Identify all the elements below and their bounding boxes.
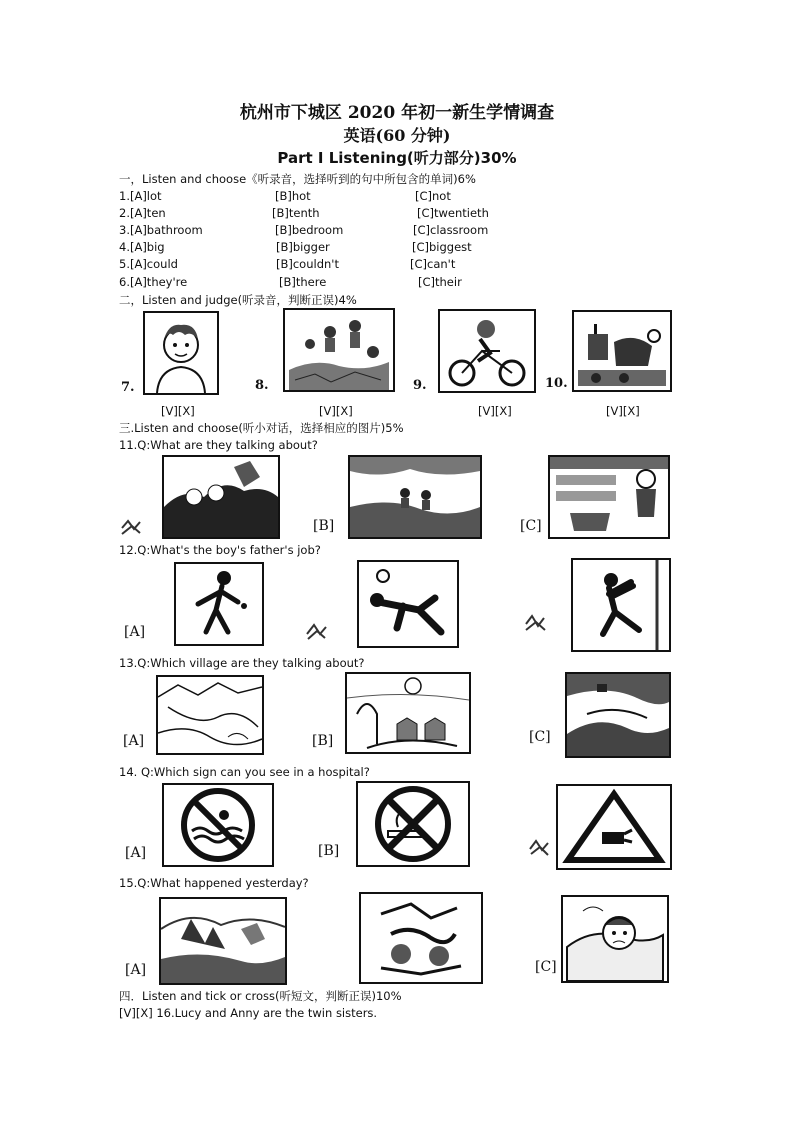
q15-option-a-picture — [159, 897, 287, 985]
q15-question: 15.Q:What happened yesterday? — [119, 876, 309, 890]
q8-mark: [V][X] — [319, 404, 353, 418]
q7-boy-picture — [143, 311, 219, 395]
q11-option-b-picture — [348, 455, 482, 539]
q13-option-c-picture — [565, 672, 671, 758]
q8-number: 8. — [255, 378, 269, 393]
q14-question: 14. Q:Which sign can you see in a hospital? — [119, 765, 370, 779]
q5-option-b: [B]couldn't — [276, 257, 339, 271]
q11-option-b-label: [B] — [313, 518, 335, 534]
q11-option-a-picture — [162, 455, 280, 539]
q3-option-b: [B]bedroom — [275, 223, 344, 237]
q12-c-label-smudge — [524, 614, 546, 632]
q14-option-a-label: [A] — [125, 845, 147, 861]
q14-no-swimming-sign — [162, 783, 274, 867]
q3-option-c: [C]classroom — [413, 223, 489, 237]
q2-option-b: [B]tenth — [272, 206, 320, 220]
q12-option-b-picture — [357, 560, 459, 648]
q4-option-b: [B]bigger — [276, 240, 330, 254]
q14-warning-sign — [556, 784, 672, 870]
q13-option-a-label: [A] — [123, 733, 145, 749]
q14-c-label-smudge — [528, 838, 550, 856]
part-heading: Part I Listening(听力部分)30% — [277, 149, 517, 167]
q6-option-c: [C]their — [418, 275, 462, 289]
q2-option-c: [C]twentieth — [417, 206, 489, 220]
q14-no-smoking-sign — [356, 781, 470, 867]
q11-option-c-picture — [548, 455, 670, 539]
section2-heading: 二，Listen and judge(听录音，判断正误)4% — [119, 293, 357, 307]
section4-heading: 四．Listen and tick or cross(听短文，判断正误)10% — [119, 989, 402, 1003]
section3-heading: 三.Listen and choose(听小对话，选择相应的图片)5% — [119, 421, 404, 435]
q3-option-a: 3.[A]bathroom — [119, 223, 203, 237]
q1-option-a: 1.[A]lot — [119, 189, 162, 203]
q15-option-c-picture — [561, 895, 669, 983]
q1-option-c: [C]not — [415, 189, 451, 203]
q13-option-b-picture — [345, 672, 471, 754]
q13-option-c-label: [C] — [529, 729, 551, 745]
q4-option-c: [C]biggest — [412, 240, 472, 254]
q12-option-c-picture — [571, 558, 671, 652]
q1-option-b: [B]hot — [275, 189, 311, 203]
q13-option-a-picture — [156, 675, 264, 755]
q9-number: 9. — [413, 378, 427, 393]
q5-option-a: 5.[A]could — [119, 257, 178, 271]
q11-option-c-label: [C] — [520, 518, 542, 534]
q13-option-b-label: [B] — [312, 733, 334, 749]
q11-a-label-smudge — [120, 518, 142, 536]
q6-option-b: [B]there — [279, 275, 327, 289]
q13-question: 13.Q:Which village are they talking about? — [119, 656, 365, 670]
q7-number: 7. — [121, 380, 135, 395]
q2-option-a: 2.[A]ten — [119, 206, 166, 220]
q7-mark: [V][X] — [161, 404, 195, 418]
page-title: 杭州市下城区 2020 年初一新生学情调查 — [239, 103, 555, 123]
q14-option-b-label: [B] — [318, 843, 340, 859]
q15-option-a-label: [A] — [125, 962, 147, 978]
q5-option-c: [C]can't — [410, 257, 456, 271]
q15-option-b-picture — [359, 892, 483, 984]
page-subtitle: 英语(60 分钟) — [343, 126, 451, 145]
q9-bicycle-picture — [438, 309, 536, 393]
q11-question: 11.Q:What are they talking about? — [119, 438, 318, 452]
section1-heading: 一，Listen and choose《听录音，选择听到的句中所包含的单词)6% — [119, 172, 476, 186]
q4-option-a: 4.[A]big — [119, 240, 165, 254]
q12-option-a-picture — [174, 562, 264, 646]
q12-option-a-label: [A] — [124, 624, 146, 640]
q15-option-c-label: [C] — [535, 959, 557, 975]
q10-mark: [V][X] — [606, 404, 640, 418]
q16-statement: [V][X] 16.Lucy and Anny are the twin sisters. — [119, 1006, 378, 1020]
q8-picnic-picture — [283, 308, 395, 392]
q12-b-label-smudge — [305, 622, 327, 640]
q12-question: 12.Q:What's the boy's father's job? — [119, 543, 321, 557]
q10-party-picture — [572, 310, 672, 392]
q10-number: 10. — [545, 376, 568, 391]
q6-option-a: 6.[A]they're — [119, 275, 188, 289]
q9-mark: [V][X] — [478, 404, 512, 418]
